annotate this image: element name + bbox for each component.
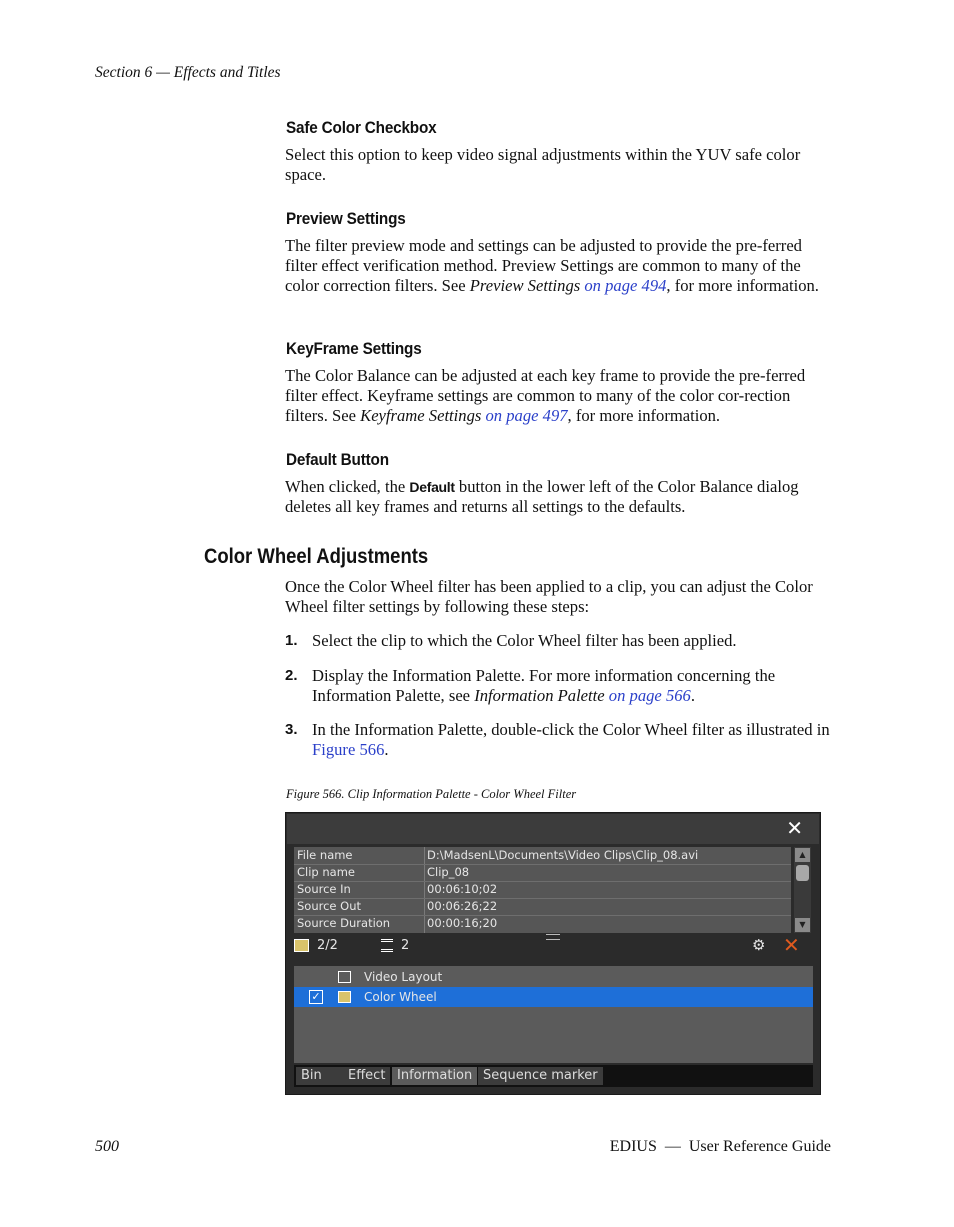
- step-3-text: In the Information Palette, double-click the Color Wheel filter as illustrated in Figure 566.: [312, 720, 830, 759]
- page-number: 500: [95, 1138, 119, 1155]
- link-keyframe-page[interactable]: on page 497: [485, 406, 568, 425]
- tab-information[interactable]: Information: [392, 1067, 477, 1085]
- palette-titlebar: [287, 814, 819, 844]
- scroll-thumb[interactable]: [796, 865, 809, 881]
- table-row[interactable]: Source Duration 00:00:16;20: [297, 916, 498, 930]
- close-icon[interactable]: ✕: [786, 816, 803, 840]
- heading-keyframe: KeyFrame Settings: [286, 339, 422, 358]
- para-color-wheel-intro: Once the Color Wheel filter has been applied to a clip, you can adjust the Color Wheel filter settings by following these steps:: [285, 577, 813, 616]
- heading-safe-color: Safe Color Checkbox: [286, 118, 437, 137]
- filter-settings-icon[interactable]: ⚙: [752, 936, 766, 954]
- filter-list: [294, 966, 813, 1063]
- filmstrip-icon: [338, 991, 351, 1003]
- tab-bin[interactable]: Bin: [296, 1067, 344, 1085]
- palette-tabs: [294, 1065, 813, 1087]
- table-scrollbar[interactable]: [794, 847, 811, 933]
- table-row[interactable]: File name D:\MadsenL\Documents\Video Clips\Clip_08.avi: [294, 847, 791, 865]
- filter-count: 2: [381, 938, 409, 960]
- table-row[interactable]: Clip name Clip_08: [294, 864, 791, 882]
- step-2-num: 2.: [285, 667, 298, 684]
- scroll-down-icon[interactable]: ▼: [795, 918, 810, 932]
- delete-icon[interactable]: ✕: [783, 933, 800, 957]
- table-row[interactable]: Source Out 00:06:26;22: [294, 898, 791, 916]
- link-preview-page[interactable]: on page 494: [584, 276, 667, 295]
- step-3-num: 3.: [285, 721, 298, 738]
- list-item[interactable]: Video Layout: [294, 967, 813, 987]
- list-item[interactable]: ✓ Color Wheel: [294, 987, 813, 1007]
- video-layout-icon: [338, 971, 351, 983]
- frame-count: 2/2: [294, 938, 338, 960]
- heading-preview: Preview Settings: [286, 209, 406, 228]
- link-figure-566[interactable]: Figure 566: [312, 740, 385, 759]
- footer-title: EDIUS — User Reference Guide: [609, 1138, 831, 1155]
- checkbox-checked-icon[interactable]: ✓: [309, 990, 323, 1004]
- step-1-text: Select the clip to which the Color Wheel filter has been applied.: [312, 631, 737, 650]
- link-info-palette-page[interactable]: on page 566: [608, 686, 691, 705]
- tab-effect[interactable]: Effect: [343, 1067, 390, 1085]
- scroll-up-icon[interactable]: ▲: [795, 848, 810, 862]
- para-preview: The filter preview mode and settings can be adjusted to provide the pre-ferred filter effect verification method. Preview Settings are common to many of the color correction filters. See Preview Settings on page 494, for more information.: [285, 236, 819, 295]
- tab-sequence-marker[interactable]: Sequence marker: [478, 1067, 603, 1085]
- step-1-num: 1.: [285, 632, 298, 649]
- table-row[interactable]: Source In 00:06:10;02: [294, 881, 791, 899]
- information-palette: [285, 812, 821, 1095]
- heading-color-wheel: Color Wheel Adjustments: [204, 545, 429, 568]
- para-safe-color: Select this option to keep video signal adjustments within the YUV safe color space.: [285, 145, 801, 184]
- para-default-button: When clicked, the Default button in the lower left of the Color Balance dialog deletes all key frames and returns all settings to the defaults.: [285, 477, 799, 516]
- figure-caption: Figure 566. Clip Information Palette - Color Wheel Filter: [286, 787, 577, 801]
- clip-properties-table: [294, 847, 791, 933]
- filter-stack-icon: [381, 939, 393, 952]
- splitter-grip[interactable]: [546, 934, 560, 940]
- heading-default-button: Default Button: [286, 450, 389, 469]
- running-header: Section 6 — Effects and Titles: [95, 64, 281, 81]
- step-2-text: Display the Information Palette. For more information concerning the Information Palette, see Information Palette on page 566.: [312, 666, 776, 705]
- filmstrip-icon: [294, 939, 309, 952]
- para-keyframe: The Color Balance can be adjusted at each key frame to provide the pre-ferred filter effect. Keyframe settings are common to many of the color cor-rection filters. See Keyframe Settings on page 497, for more information.: [285, 366, 806, 425]
